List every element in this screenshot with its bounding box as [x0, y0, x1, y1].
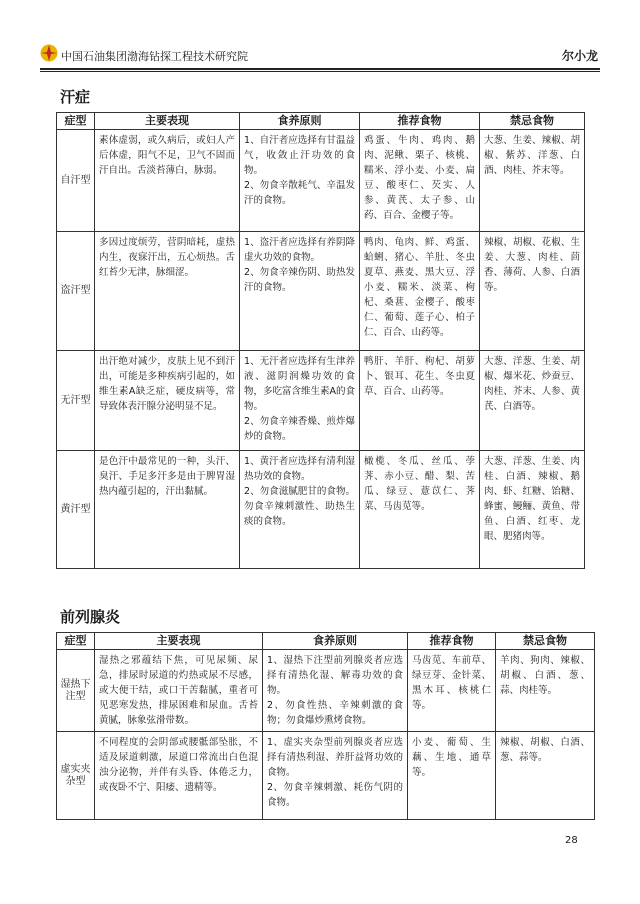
header-rule-thin [40, 71, 600, 72]
recommended-foods: 橄榄、冬瓜、丝瓜、荸荠、赤小豆、醋、梨、苦瓜、绿豆、薏苡仁、荠菜、马齿苋等。 [360, 451, 480, 569]
column-header: 推荐食物 [408, 633, 496, 650]
sweat-table [56, 112, 585, 569]
column-header: 推荐食物 [360, 113, 480, 130]
diet-principle: 1、自汗者应选择有甘温益气，收敛止汗功效的食物。 2、勿食辛散耗气、辛温发汗的食物。 [240, 130, 360, 232]
avoided-foods: 辣椒、胡椒、花椒、生姜、大葱、肉桂、茴香、薄荷、人参、白酒等。 [480, 232, 585, 351]
table-row [57, 451, 585, 569]
diet-principle: 1、湿热下注型前列腺炎者应选择有清热化湿、解毒功效的食物。 2、勿食性热、辛辣刺激的食物；勿食爆炒熏烤食物。 [263, 650, 408, 732]
main-symptoms: 出汗绝对减少，皮肤上见不到汗出，可能是多种疾病引起的，如维生素A缺乏症，硬皮病等，常导致体表汗腺分泌明显不足。 [95, 351, 240, 451]
column-header: 食养原则 [263, 633, 408, 650]
header-rule-thick [40, 68, 600, 70]
avoided-foods: 大葱、洋葱、生姜、肉桂、白酒、辣椒、鹅肉、虾、红糖、饴糖、蜂蜜、鳗鲡、黄鱼、带鱼、白酒、红枣、龙眼、肥猪肉等。 [480, 451, 585, 569]
syndrome-type: 黄汗型 [57, 451, 95, 569]
recommended-foods: 鸭肝、羊肝、枸杞、胡萝卜、银耳、花生、冬虫夏草、百合、山药等。 [360, 351, 480, 451]
syndrome-type: 湿热下注型 [57, 650, 95, 732]
table-row [57, 650, 595, 732]
recommended-foods: 马齿苋、车前草、绿豆芽、金针菜、黑木耳、核桃仁等。 [408, 650, 496, 732]
column-header: 症型 [57, 113, 95, 130]
prostatitis-table [56, 632, 595, 820]
main-symptoms: 不同程度的会阴部或腰骶部坠胀，不适及尿道刺激，尿道口常流出白色混浊分泌物，并伴有头昏、体倦乏力，或夜卧不宁、阳痿、遗精等。 [95, 732, 263, 820]
diet-principle: 1、盗汗者应选择有养阴降虚火功效的食物。 2、勿食辛辣伤阴、助热发汗的食物。 [240, 232, 360, 351]
main-symptoms: 湿热之邪蕴结下焦，可见尿频、尿急，排尿时尿道的灼热或尿不尽感，或大便干结，或口干苦黏腻，重者可见恶寒发热，排尿困难和尿血。舌苔黄腻，脉象弦滑带数。 [95, 650, 263, 732]
diet-principle: 1、无汗者应选择有生津养液、滋阴润燥功效的食物，多吃富含维生素A的食物。 2、勿食辛辣香燥、煎炸爆炒的食物。 [240, 351, 360, 451]
column-header: 禁忌食物 [496, 633, 595, 650]
table-row [57, 130, 585, 232]
table-row [57, 351, 585, 451]
avoided-foods: 大葱、生姜、辣椒、胡椒、紫苏、洋葱、白酒、肉桂、芥末等。 [480, 130, 585, 232]
recommended-foods: 小麦、葡萄、生藕、生地、通草等。 [408, 732, 496, 820]
column-header: 症型 [57, 633, 95, 650]
page-number: 28 [565, 835, 578, 846]
petrochina-logo-icon [40, 44, 58, 62]
page-header [40, 40, 600, 66]
recommended-foods: 鸭肉、龟肉、鲜、鸡蛋、蛤蜊、猪心、羊肚、冬虫夏草、燕麦、黑大豆、浮小麦、糯米、淡菜、枸杞、桑葚、金樱子、酸枣仁、葡萄、莲子心、柏子仁、百合、山药等。 [360, 232, 480, 351]
table-row [57, 732, 595, 820]
syndrome-type: 盗汗型 [57, 232, 95, 351]
main-symptoms: 素体虚弱，或久病后，或妇人产后体虚，阳气不足，卫气不固而汗自出。舌淡苔薄白，脉弱。 [95, 130, 240, 232]
column-header: 主要表现 [95, 113, 240, 130]
table-row [57, 232, 585, 351]
section-title: 前列腺炎 [60, 608, 121, 626]
table-header-row [57, 113, 585, 130]
avoided-foods: 辣椒、胡椒、白酒、葱、蒜等。 [496, 732, 595, 820]
syndrome-type: 无汗型 [57, 351, 95, 451]
main-symptoms: 多因过度烦劳，营阴暗耗，虚热内生，夜寐汗出，五心烦热。舌红苔少无津，脉细涩。 [95, 232, 240, 351]
diet-principle: 1、黄汗者应选择有清利湿热功效的食物。 2、勿食滋腻肥甘的食物。勿食辛辣刺激性、助热生痰的食物。 [240, 451, 360, 569]
avoided-foods: 大葱、洋葱、生姜、胡椒、爆米花、炒蚕豆、肉桂、芥末、人参、黄芪、白酒等。 [480, 351, 585, 451]
recommended-foods: 鸡蛋、牛肉、鸡肉、鹅肉、泥鳅、栗子、核桃、糯米、浮小麦、小麦、扁豆、酸枣仁、芡实、人参、黄芪、太子参、山药、百合、金樱子等。 [360, 130, 480, 232]
column-header: 食养原则 [240, 113, 360, 130]
author-name: 尔小龙 [561, 49, 598, 63]
main-symptoms: 是色汗中最常见的一种，头汗、臭汗、手足多汗多是由于脾胃湿热内蕴引起的，汗出黏腻。 [95, 451, 240, 569]
organization-name: 中国石油集团渤海钻探工程技术研究院 [61, 50, 248, 63]
column-header: 主要表现 [95, 633, 263, 650]
syndrome-type: 虚实夹杂型 [57, 732, 95, 820]
column-header: 禁忌食物 [480, 113, 585, 130]
diet-principle: 1、虚实夹杂型前列腺炎者应选择有清热利湿、养肝益肾功效的食物。 2、勿食辛辣刺激、耗伤气阴的食物。 [263, 732, 408, 820]
section-title: 汗症 [60, 88, 91, 106]
table-header-row [57, 633, 595, 650]
syndrome-type: 自汗型 [57, 130, 95, 232]
avoided-foods: 羊肉、狗肉、辣椒、胡椒、白酒、葱、蒜、肉桂等。 [496, 650, 595, 732]
